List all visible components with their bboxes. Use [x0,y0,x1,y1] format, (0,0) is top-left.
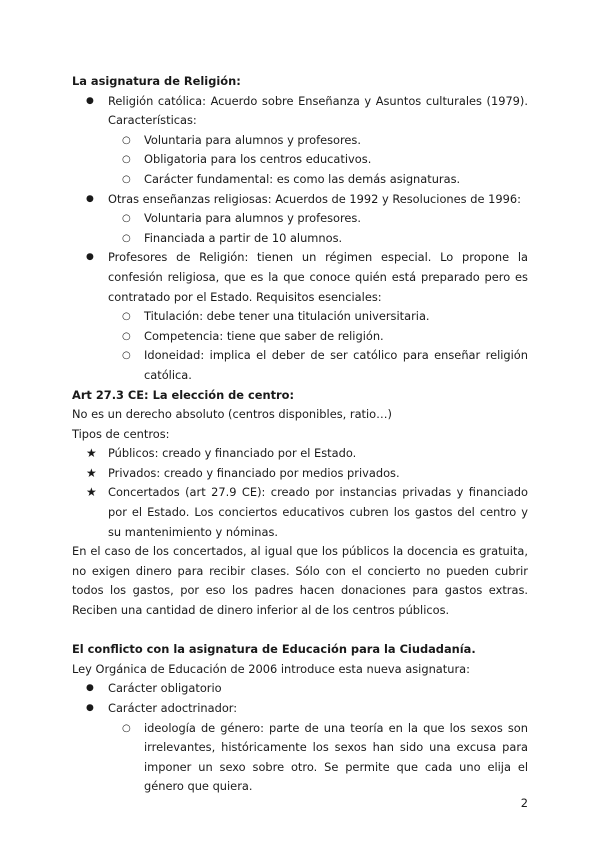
sub-list-item: ○ Titulación: debe tener una titulación universitaria. [108,307,528,327]
star-list-item: ★ Públicos: creado y financiado por el Estado. [72,444,528,464]
bullet-text: Profesores de Religión: tienen un régimen especial. Lo propone la confesión religiosa, que es la que conoce quién está preparado pero es contratado por el Estado. Requisitos esenciales: [108,250,528,304]
star-list-item: ★ Concertados (art 27.9 CE): creado por instancias privadas y financiado por el Estado. Los conciertos educativos cubren los gastos del centro y su mantenimiento y nóminas. [72,483,528,542]
sub-list-item: ○ Carácter fundamental: es como las demás asignaturas. [108,170,528,190]
blank-line [72,621,528,641]
section-eleccion-centro-heading: Art 27.3 CE: La elección de centro: [72,387,295,402]
sub-bullet-list [108,131,528,190]
section-ciudadania-heading: El conflicto con la asignatura de Educación para la Ciudadanía. [72,642,476,657]
sub-list-item: ○ Financiada a partir de 10 alumnos. [108,229,528,249]
bullet-text: Carácter adoctrinador: [108,701,238,715]
list-item [72,92,528,190]
sub-list-item: ○ Competencia: tiene que saber de religión. [108,327,528,347]
ciudadania-bullet-list [72,679,528,797]
list-item [72,699,528,797]
paragraph-line: Ley Orgánica de Educación de 2006 introduce esta nueva asignatura: [72,661,470,676]
page-number: 2 [520,796,528,810]
document-page [72,72,528,797]
sub-list-item: ○ Voluntaria para alumnos y profesores. [108,209,528,229]
list-item: ● Carácter obligatorio [72,679,528,699]
star-bullet-list [72,444,528,542]
star-list-item: ★ Privados: creado y financiado por medios privados. [72,464,528,484]
sub-list-item: ○ Voluntaria para alumnos y profesores. [108,131,528,151]
section-religion-heading: La asignatura de Religión: [72,74,241,88]
sub-bullet-list [108,719,528,797]
sub-bullet-list [108,209,528,248]
paragraph-line: Tipos de centros: [72,426,170,441]
paragraph-line: No es un derecho absoluto (centros disponibles, ratio…) [72,407,392,422]
sub-list-item: ○ Obligatoria para los centros educativos. [108,150,528,170]
sub-bullet-list [108,307,528,385]
religion-bullet-list [72,92,528,386]
concertados-paragraph: En el caso de los concertados, al igual que los públicos la docencia es gratuita, no exigen dinero para recibir clases. Sólo con el concierto no pueden cubrir todos los gastos, por eso los padres hacen donaciones para gastos extras. Reciben una cantidad de dinero inferior al de los centros públicos. [72,544,528,618]
sub-list-item: ○ ideología de género: parte de una teoría en la que los sexos son irrelevantes, históricamente los sexos han sido una excusa para imponer un sexo sobre otro. Se permite que cada uno elija el género que quiera. [108,719,528,797]
list-item [72,190,528,249]
list-item [72,248,528,385]
sub-list-item: ○ Idoneidad: implica el deber de ser católico para enseñar religión católica. [108,346,528,385]
bullet-text: Otras enseñanzas religiosas: Acuerdos de 1992 y Resoluciones de 1996: [108,191,521,206]
bullet-text: Religión católica: Acuerdo sobre Enseñanza y Asuntos culturales (1979). Características: [108,93,528,128]
